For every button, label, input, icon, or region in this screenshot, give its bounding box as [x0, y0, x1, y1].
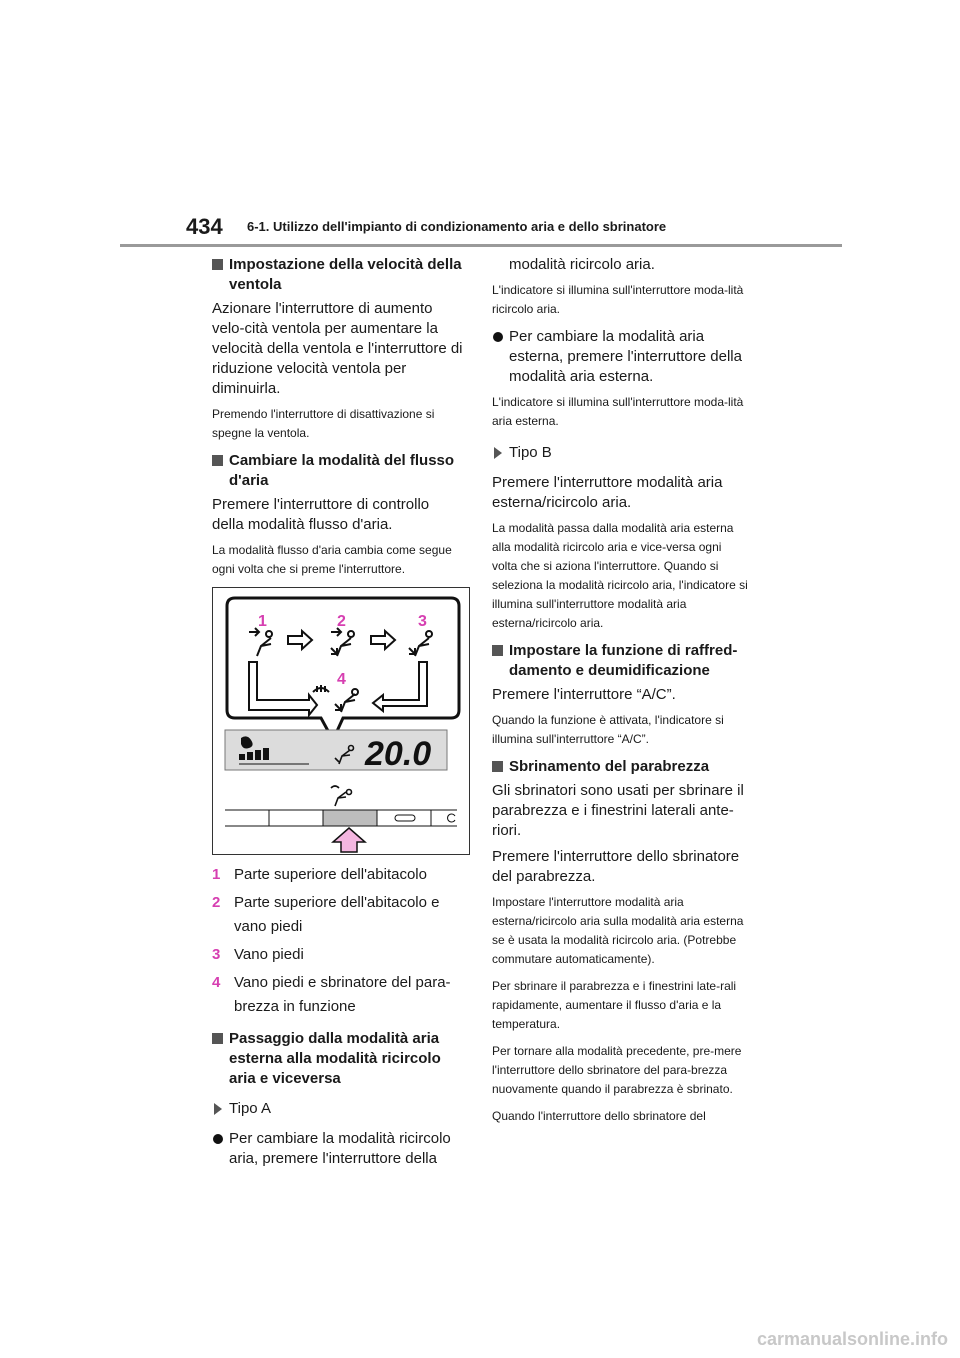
fan-note: Premendo l'interruttore di disattivazione si spegne la ventola. [212, 407, 435, 440]
climate-panel-illustration [213, 588, 469, 854]
left-column [212, 255, 464, 1175]
square-bullet-icon [212, 1033, 223, 1044]
recirc-note: L'indicatore si illumina sull'interruttore moda-lità ricircolo aria. [492, 283, 744, 316]
mode-label-2: 2 [337, 613, 346, 630]
recirc-bullet: Per cambiare la modalità ricircolo aria, premere l'interruttore della [212, 1129, 464, 1169]
page-number: 434 [186, 214, 223, 239]
round-bullet-icon [213, 1134, 223, 1144]
chapter-title: 6-1. Utilizzo dell'impianto di condizionamento aria e dello sbrinatore [247, 219, 667, 234]
airflow-note: La modalità flusso d'aria cambia come segue ogni volta che si preme l'interruttore. [212, 543, 452, 576]
recirc-heading: Passaggio dalla modalità aria esterna alla modalità ricircolo aria e viceversa [212, 1029, 464, 1089]
mode-item: 1 Parte superiore dell'abitacolo [212, 866, 427, 883]
defrost-heading: Sbrinamento del parabrezza [492, 757, 748, 777]
mode-item: 4 Vano piedi e sbrinatore del para-brezza in funzione [212, 974, 451, 1015]
recirc-continued: modalità ricircolo aria. [509, 256, 655, 273]
airflow-body: Premere l'interruttore di controllo della modalità flusso d'aria. [212, 496, 430, 533]
ac-heading: Impostare la funzione di raffred-damento e deumidificazione [492, 641, 748, 681]
fan-heading: Impostazione della velocità della ventola [212, 255, 464, 295]
triangle-bullet-icon [494, 447, 502, 459]
airflow-heading: Cambiare la modalità del flusso d'aria [212, 451, 464, 491]
defrost-body-2: Premere l'interruttore dello sbrinatore del parabrezza. [492, 848, 740, 885]
mode-label-1: 1 [258, 613, 267, 630]
type-b-label: Tipo B [492, 443, 748, 463]
defrost-note-2: Per sbrinare il parabrezza e i finestrini late-rali rapidamente, aumentare il flusso d'aria e la temperatura. [492, 979, 737, 1031]
square-bullet-icon [492, 645, 503, 656]
defrost-note-1: Impostare l'interruttore modalità aria esterna/ricircolo aria sulla modalità aria esterna se è usata la modalità ricircolo aria. (Potrebbe commutare automaticamente). [492, 895, 744, 966]
fan-body: Azionare l'interruttore di aumento velo-cità ventola per aumentare la velocità della ventola e l'interruttore di riduzione velocità ventola per diminuirla. [212, 300, 463, 397]
press-arrow-icon [333, 828, 365, 852]
ac-note: Quando la funzione è attivata, l'indicatore si illumina sull'interruttore “A/C”. [492, 713, 724, 746]
outside-air-note: L'indicatore si illumina sull'interruttore moda-lità aria esterna. [492, 395, 744, 428]
panel-seat-icon [331, 786, 352, 806]
square-bullet-icon [212, 259, 223, 270]
type-a-label: Tipo A [212, 1099, 464, 1119]
mode-item: 2 Parte superiore dell'abitacolo e vano piedi [212, 894, 440, 935]
type-b-note: La modalità passa dalla modalità aria esterna alla modalità ricircolo aria e vice-versa ogni volta che si aziona l'interruttore. Quando si seleziona la modalità ricircolo aria, l'indicatore si illumina sull'interruttore modalità aria esterna/ricircolo aria. [492, 521, 748, 630]
airflow-mode-figure [212, 587, 470, 855]
watermark: carmanualsonline.info [756, 1329, 948, 1349]
button-indicator-icon [395, 815, 415, 821]
header-rule [120, 244, 842, 247]
defrost-note-3: Per tornare alla modalità precedente, pre-mere l'interruttore dello sbrinatore del para-brezza nuovamente quando il parabrezza è sbrinato. [492, 1044, 742, 1096]
mode-label-4: 4 [337, 671, 346, 688]
triangle-bullet-icon [214, 1103, 222, 1115]
type-b-body: Premere l'interruttore modalità aria esterna/ricircolo aria. [492, 474, 723, 511]
mode-label-3: 3 [418, 613, 427, 630]
square-bullet-icon [212, 455, 223, 466]
airflow-mode-button[interactable] [323, 810, 377, 826]
mode-item: 3 Vano piedi [212, 946, 304, 963]
temperature-readout: 20.0 [365, 735, 432, 773]
ac-body: Premere l'interruttore “A/C”. [492, 686, 676, 703]
right-column [492, 255, 748, 1134]
defrost-note-4: Quando l'interruttore dello sbrinatore del [492, 1109, 706, 1123]
square-bullet-icon [492, 761, 503, 772]
outside-air-bullet: Per cambiare la modalità aria esterna, premere l'interruttore della modalità aria esterna. [492, 327, 748, 387]
round-bullet-icon [493, 332, 503, 342]
defrost-body-1: Gli sbrinatori sono usati per sbrinare il parabrezza e i finestrini laterali ante-riori. [492, 782, 744, 839]
